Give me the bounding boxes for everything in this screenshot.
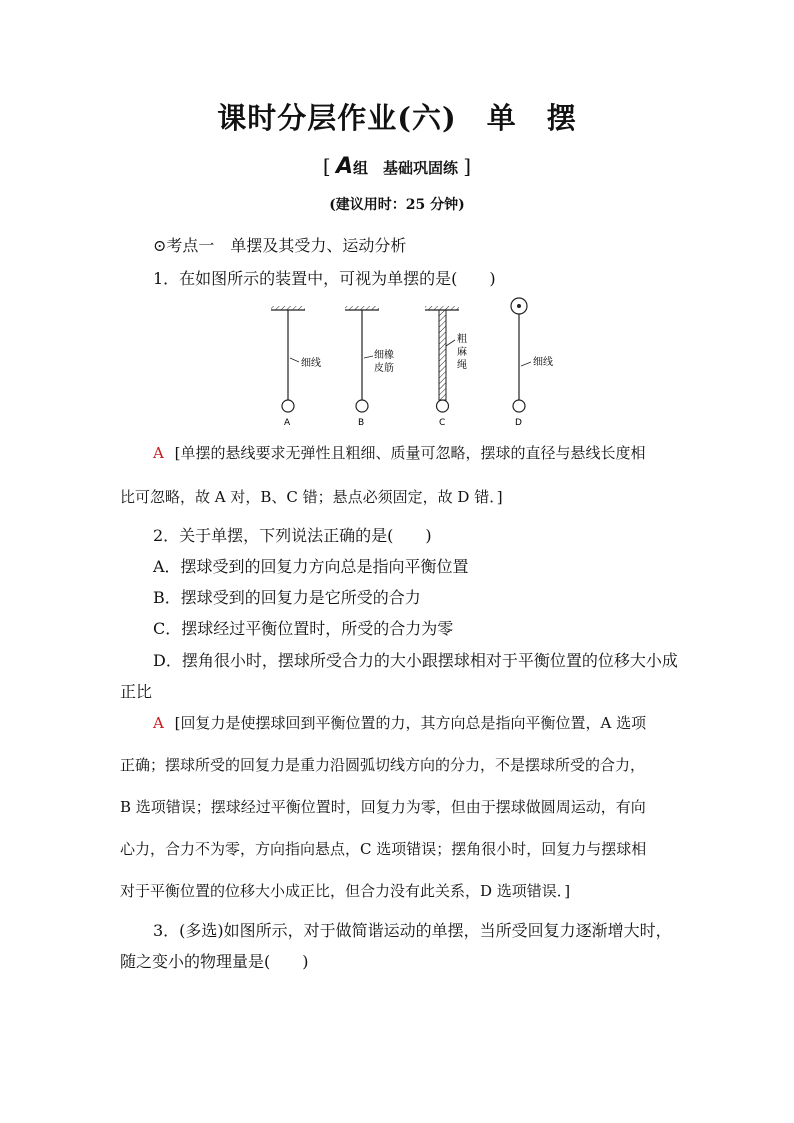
question-1-stem: 1．在如图所示的装置中，可视为单摆的是( ): [153, 269, 496, 288]
pendulum-a: [271, 306, 321, 428]
pendulum-d: [511, 298, 553, 428]
answer-1-line-2: 比可忽略，故 A 对，B、C 错；悬点必须固定，故 D 错．]: [120, 488, 503, 506]
label-c-rope-1: 粗: [457, 334, 467, 345]
answer-2-letter: A: [153, 714, 164, 732]
label-c-rope-2: 麻: [457, 347, 467, 358]
label-a-thread: 细线: [301, 358, 321, 369]
answer-2-text-1: [回复力是使摆球回到平衡位置的力，其方向总是指向平衡位置，A 选项: [174, 714, 647, 732]
answer-2-line-2: 正确；摆球所受的回复力是重力沿圆弧切线方向的分力，不是摆球所受的合力，: [120, 756, 646, 774]
bracket-right: ]: [463, 154, 472, 178]
pendulum-b: [345, 306, 394, 428]
pendulum-c: [425, 306, 467, 428]
label-c: C: [439, 418, 446, 428]
time-hint: (建议用时：25 分钟): [329, 197, 465, 213]
question-2-option-a: A．摆球受到的回复力方向总是指向平衡位置: [153, 557, 469, 576]
question-3-stem-1: 3．(多选)如图所示，对于做简谐运动的单摆，当所受回复力逐渐增大时，: [153, 921, 672, 940]
answer-2-line-1: [153, 712, 646, 733]
question-2-option-d: D．摆角很小时，摆球所受合力的大小跟摆球相对于平衡位置的位移大小成: [153, 651, 678, 670]
label-b: B: [358, 418, 365, 428]
group-label: 组 基础巩固练: [353, 159, 459, 177]
label-a: A: [284, 418, 291, 428]
answer-2-line-5: 对于平衡位置的位移大小成正比，但合力没有此关系，D 选项错误．]: [120, 882, 571, 900]
bracket-left: [: [322, 154, 331, 178]
label-b-rubber-2: 皮筋: [374, 363, 394, 374]
answer-2-line-3: B 选项错误；摆球经过平衡位置时，回复力为零，但由于摆球做圆周运动，有向: [120, 798, 646, 816]
label-d-thread: 细线: [533, 357, 553, 368]
question-3-stem-2: 随之变小的物理量是( ): [120, 952, 309, 971]
answer-1-line-1: [153, 442, 645, 463]
group-letter: A: [335, 154, 353, 179]
question-2-option-d-cont: 正比: [120, 682, 153, 701]
section-label: ⊙考点一 单摆及其受力、运动分析: [153, 236, 407, 255]
question-2-stem: 2．关于单摆，下列说法正确的是( ): [153, 526, 432, 545]
answer-1-letter: A: [153, 444, 164, 462]
group-badge: [0, 154, 794, 179]
question-2-option-b: B．摆球受到的回复力是它所受的合力: [153, 588, 421, 607]
answer-2-line-4: 心力，合力不为零，方向指向悬点，C 选项错误；摆角很小时，回复力与摆球相: [120, 840, 647, 858]
question-2-option-c: C．摆球经过平衡位置时，所受的合力为零: [153, 619, 454, 638]
answer-1-text-1: [单摆的悬线要求无弹性且粗细、质量可忽略，摆球的直径与悬线长度相: [174, 444, 646, 462]
label-c-rope-3: 绳: [457, 360, 467, 371]
pendulum-figure: [255, 296, 575, 428]
label-b-rubber-1: 细橡: [374, 350, 394, 361]
page-title: 课时分层作业(六) 单 摆: [217, 101, 577, 135]
label-d: D: [515, 418, 522, 428]
